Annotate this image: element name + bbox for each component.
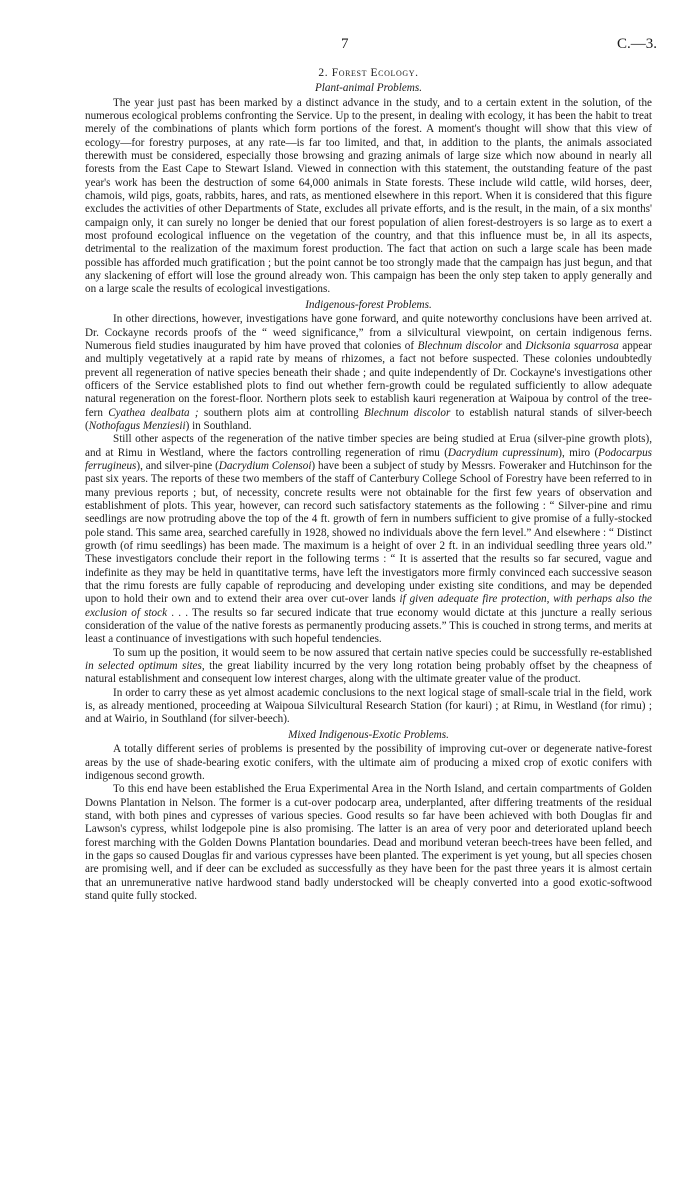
paragraph-mixed-2: To this end have been established the Erua Experimental Area in the North Island, and certain compartments of Golden Downs Plantation in Nelson. The former is a cut-over podocarp area, underplanted, after differing treatments of the residual stand, with both pines and cypresses of various species. Good results so far have been achieved with both Douglas fir and Lawson's cypress, whilst lodgepole pine is also promising. The latter is an area of very poor and deteriorated upland beech forest marching with the Golden Downs Plantation boundaries. Dead and moribund veteran beech-trees have been felled, and in the gaps so caused Douglas fir and various cypresses have been planted. The experiment is yet young, but all species chosen are promising well, and if deer can be excluded as successfully as they have been for the past three years it is almost certain that an unremunerative native hardwood stand badly understocked will be cheaply converted into a good exotic-softwood stand quite fully stocked. — [85, 783, 652, 903]
paragraph-mixed-1: A totally different series of problems is presented by the possibility of improving cut-over or degenerate native-forest areas by the use of shade-bearing exotic conifers, with the ultimate aim of producing a mixed crop of exotic conifers with indigenous second growth. — [85, 743, 652, 782]
paragraph-indigenous-3: To sum up the position, it would seem to be now assured that certain native species could be successfully re-established in selected optimum sites, the great liability incurred by the very long rotation being probably offset by the cheapness of natural establishment and consequent low interest charges, along with the ultimate greater value of the product. — [85, 646, 652, 686]
document-body — [85, 66, 652, 903]
paragraph-plant-animal: The year just past has been marked by a distinct advance in the study, and to a certain extent in the solution, of the numerous ecological problems confronting the Service. Up to the present, in dealing with ecology, it has been the habit to treat merely of the combinations of plants which form portions of the forest. A moment's thought will show that this view of ecology—for forestry purposes, at any rate—is far too limited, and that, in addition to the plants, the animals associated therewith must be considered, especially those browsing and grazing animals of large size which now abound in nearly all forests from the East Cape to Stewart Island. Viewed in connection with this statement, the outstanding feature of the past year's work has been the destruction of some 64,000 animals in State forests. These include wild cattle, wild horses, deer, chamois, wild pigs, goats, rabbits, hares, and rats, as mentioned elsewhere in this report. When it is considered that this figure excludes the activities of other Departments of State, excludes all private efforts, and is the result, in the main, of a six months' campaign only, it can surely no longer be denied that our forest population of alien forest-destroyers is so large as to exert a most profound ecological influence on the vegetation of the country, and that this influence must be, in all its aspects, detrimental to the realization of the maximum forest production. The fact that action on such a large scale has been made possible has afforded much gratification ; but the point cannot be too strongly made that the campaign has just begun, and that any slackening of effort will lose the ground already won. This campaign has been the only step taken to apply generally and on a large scale the results of ecological investigations. — [85, 96, 652, 296]
paragraph-indigenous-1: In other directions, however, investigations have gone forward, and quite noteworthy conclusions have been arrived at. Dr. Cockayne records proofs of the “ weed significance,” from a silvicultural viewpoint, on certain indigenous ferns. Numerous field studies inaugurated by him have proved that colonies of Blechnum discolor and Dicksonia squarrosa appear and multiply vegetatively at a rapid rate by means of rhizomes, a fact not before suspected. These colonies undoubtedly prevent all regeneration of native species beneath their shade ; and quite independently of Dr. Cockayne's investigations other officers of the Service established plots to find out whether fern-growth could be regulated sufficiently to allow adequate natural regeneration on the forest-floor. Northern plots seek to establish kauri regeneration at Waipoua by control of the tree-fern Cyathea dealbata ; southern plots aim at controlling Blechnum discolor to establish natural stands of silver-beech (Nothofagus Menziesii) in Southland. — [85, 313, 652, 432]
paragraph-indigenous-4: In order to carry these as yet almost academic conclusions to the next logical stage of small-scale trial in the field, work is, as already mentioned, proceeding at Waipoua Silvicultural Research Station (for kauri) ; at Rimu, in Westland (for rimu) ; and at Wairio, in Southland (for silver-beech). — [85, 686, 652, 726]
paragraph-indigenous-2: Still other aspects of the regeneration of the native timber species are being studied at Erua (silver-pine growth plots), and at Rimu in Westland, where the factors controlling regeneration of rimu (Dacrydium cupressinum), miro (Podocarpus ferrugineus), and silver-pine (Dacrydium Colensoi) have been a subject of study by Messrs. Foweraker and Hutchinson for the past six years. The reports of these two members of the staff of Canterbury College School of Forestry have been referred to in many previous reports ; but, of necessity, concrete results were not obtainable for the first few years of observation and establishment of plots. This year, however, can record such satisfactory statements as the following : “ Silver-pine and rimu seedlings are now protruding above the top of the 4 ft. growth of fern in numbers sufficient to give promise of a fully-stocked pole stand. This same area, searched carefully in 1928, showed no individuals above the fern level.” And elsewhere : “ Distinct growth (of rimu seedlings) has been made. The maximum is a height of over 2 ft. in an individual seedling three years old.” These investigators conclude their report in the following terms : “ It is asserted that the results so far secured, vague and indefinite as they may be held in quantitative terms, have left the investigators more firmly convinced each successive season that the rimu forests are fully capable of reproducing and developing under existing site conditions, and may be depended upon to hold their own and to extend their area over cut-over lands if given adequate fire protection, with perhaps also the exclusion of stock . . . The results so far secured indicate that true economy would dictate at this juncture a really serious consideration of the value of the native forests as permanently producing assets.” This is couched in strong terms, and merits at least a continuance of investigations with such hopeful tendencies. — [85, 433, 652, 646]
document-reference: C.—3. — [616, 36, 657, 52]
page-number: 7 — [341, 36, 349, 52]
page-header — [0, 36, 700, 56]
subheading-indigenous-forest: Indigenous-forest Problems. — [305, 298, 432, 311]
subheading-plant-animal: Plant-animal Problems. — [314, 82, 423, 94]
subheading-mixed-indigenous-exotic: Mixed Indigenous-Exotic Problems. — [288, 728, 449, 741]
section-title: 2. Forest Ecology. — [318, 67, 419, 79]
